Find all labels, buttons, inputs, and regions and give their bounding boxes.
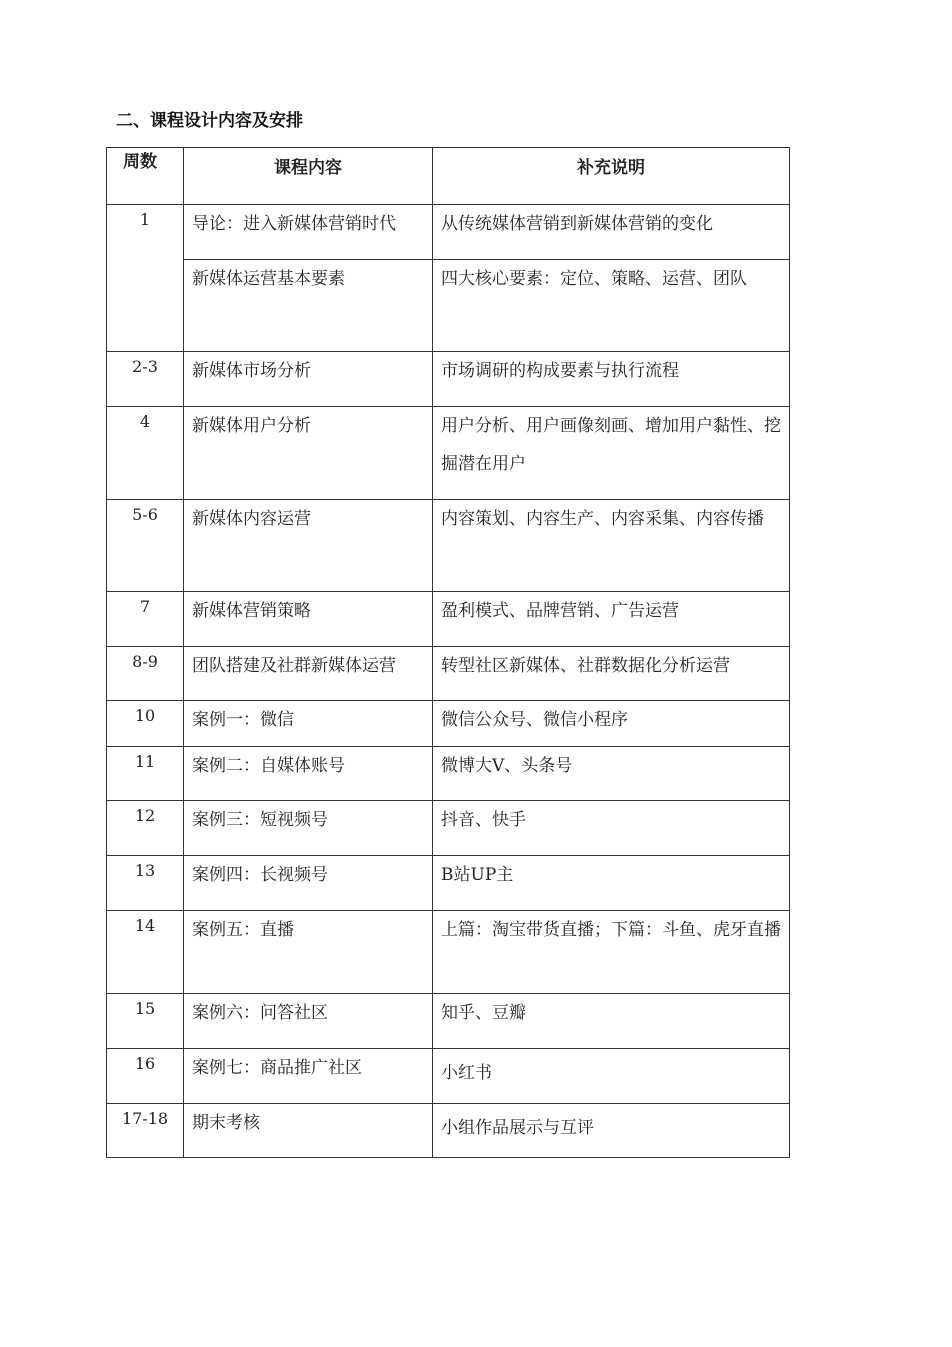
note-cell: 上篇：淘宝带货直播；下篇：斗鱼、虎牙直播 (433, 911, 790, 994)
table-row (107, 701, 790, 747)
table-row (107, 647, 790, 701)
table-row (107, 1049, 790, 1104)
table-row (107, 260, 790, 352)
week-cell: 14 (107, 911, 184, 994)
content-cell: 新媒体内容运营 (184, 500, 433, 592)
section-heading: 二、课程设计内容及安排 (116, 111, 303, 131)
week-cell: 1 (107, 205, 184, 352)
week-cell: 7 (107, 592, 184, 647)
note-cell: 用户分析、用户画像刻画、增加用户黏性、挖掘潜在用户 (433, 407, 790, 500)
table-row (107, 205, 790, 260)
note-cell: 微信公众号、微信小程序 (433, 701, 790, 747)
table-row (107, 911, 790, 994)
week-cell: 16 (107, 1049, 184, 1104)
header-note: 补充说明 (433, 148, 790, 205)
table-row (107, 592, 790, 647)
content-cell: 新媒体市场分析 (184, 352, 433, 407)
week-cell: 4 (107, 407, 184, 500)
note-cell: 抖音、快手 (433, 801, 790, 856)
week-cell: 2-3 (107, 352, 184, 407)
header-content: 课程内容 (184, 148, 433, 205)
table-row (107, 352, 790, 407)
content-cell: 期末考核 (184, 1104, 433, 1158)
week-cell: 13 (107, 856, 184, 911)
content-cell: 新媒体营销策略 (184, 592, 433, 647)
table-row (107, 856, 790, 911)
note-cell: 小组作品展示与互评 (433, 1104, 790, 1158)
week-cell: 17-18 (107, 1104, 184, 1158)
content-cell: 团队搭建及社群新媒体运营 (184, 647, 433, 701)
header-week: 周数 (107, 148, 184, 205)
note-cell: 四大核心要素：定位、策略、运营、团队 (433, 260, 790, 352)
week-cell: 11 (107, 747, 184, 801)
content-cell: 案例四：长视频号 (184, 856, 433, 911)
week-cell: 15 (107, 994, 184, 1049)
note-cell: 小红书 (433, 1049, 790, 1104)
content-cell: 案例一：微信 (184, 701, 433, 747)
content-cell: 案例五：直播 (184, 911, 433, 994)
note-cell: 从传统媒体营销到新媒体营销的变化 (433, 205, 790, 260)
content-cell: 案例七：商品推广社区 (184, 1049, 433, 1104)
table-row (107, 500, 790, 592)
table-row (107, 1104, 790, 1158)
table-header-row (107, 148, 790, 205)
note-cell: 知乎、豆瓣 (433, 994, 790, 1049)
table-row (107, 994, 790, 1049)
week-cell: 12 (107, 801, 184, 856)
table-row (107, 407, 790, 500)
note-cell: 内容策划、内容生产、内容采集、内容传播 (433, 500, 790, 592)
content-cell: 案例二：自媒体账号 (184, 747, 433, 801)
note-cell: B站UP主 (433, 856, 790, 911)
note-cell: 转型社区新媒体、社群数据化分析运营 (433, 647, 790, 701)
week-cell: 8-9 (107, 647, 184, 701)
note-cell: 盈利模式、品牌营销、广告运营 (433, 592, 790, 647)
content-cell: 新媒体用户分析 (184, 407, 433, 500)
note-cell: 微博大V、头条号 (433, 747, 790, 801)
content-cell: 案例六：问答社区 (184, 994, 433, 1049)
week-cell: 10 (107, 701, 184, 747)
content-cell: 导论：进入新媒体营销时代 (184, 205, 433, 260)
week-cell: 5-6 (107, 500, 184, 592)
table-row (107, 801, 790, 856)
content-cell: 案例三：短视频号 (184, 801, 433, 856)
course-schedule-table (106, 147, 790, 1158)
content-cell: 新媒体运营基本要素 (184, 260, 433, 352)
note-cell: 市场调研的构成要素与执行流程 (433, 352, 790, 407)
table-row (107, 747, 790, 801)
